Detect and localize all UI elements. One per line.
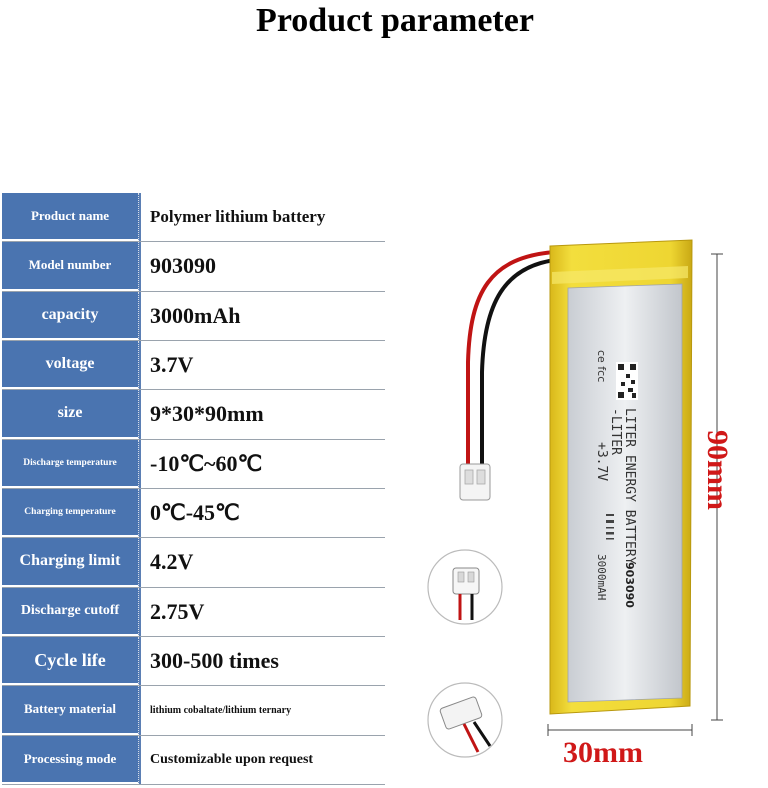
spec-value: 2.75V xyxy=(139,588,385,636)
page-title: Product parameter xyxy=(256,2,534,39)
spec-value: 300-500 times xyxy=(139,637,385,685)
spec-value: lithium cobaltate/lithium ternary xyxy=(139,686,385,734)
spec-label: Model number xyxy=(2,242,139,290)
spec-label: Discharge temperature xyxy=(2,440,139,488)
spec-label: Charging temperature xyxy=(2,489,139,537)
spec-label: voltage xyxy=(2,341,139,389)
qr-code xyxy=(616,362,638,400)
spec-value: Polymer lithium battery xyxy=(139,193,385,241)
spec-row-size xyxy=(2,390,385,439)
spec-value: 0℃-45℃ xyxy=(139,489,385,537)
spec-row-voltage xyxy=(2,341,385,390)
battery-illustration xyxy=(420,232,760,788)
wire-connector xyxy=(460,464,490,500)
label-model: 903090 xyxy=(623,562,636,608)
spec-value: Customizable upon request xyxy=(139,736,385,784)
spec-label: capacity xyxy=(2,292,139,340)
label-marks: ce fcc xyxy=(595,350,608,383)
spec-value: 3000mAh xyxy=(139,292,385,340)
spec-value: 3.7V xyxy=(139,341,385,389)
spec-label: size xyxy=(2,390,139,438)
label-brand-short: -LITER xyxy=(608,408,623,455)
spec-value: 903090 xyxy=(139,242,385,290)
spec-label: Processing mode xyxy=(2,736,139,784)
label-capacity: 3000mAH xyxy=(595,554,608,601)
spec-row-processing-mode xyxy=(2,736,385,785)
label-voltage: +3.7V xyxy=(594,442,609,482)
label-brand: LITER ENERGY BATTERY xyxy=(622,408,637,565)
width-dimension-label: 30mm xyxy=(563,736,643,769)
spec-value: -10℃~60℃ xyxy=(139,440,385,488)
spec-row-battery-material xyxy=(2,686,385,735)
spec-row-discharge-temperature xyxy=(2,440,385,489)
spec-row-cycle-life xyxy=(2,637,385,686)
spec-row-charging-limit xyxy=(2,538,385,587)
height-dimension-label: 90mm xyxy=(701,430,734,510)
spec-label: Cycle life xyxy=(2,637,139,685)
spec-value: 9*30*90mm xyxy=(139,390,385,438)
spec-label: Product name xyxy=(2,193,139,241)
spec-label: Discharge cutoff xyxy=(2,588,139,636)
spec-table xyxy=(2,193,385,785)
spec-row-charging-temperature xyxy=(2,489,385,538)
spec-row-discharge-cutoff xyxy=(2,588,385,637)
spec-label: Battery material xyxy=(2,686,139,734)
spec-value: 4.2V xyxy=(139,538,385,586)
spec-row-product-name xyxy=(2,193,385,242)
spec-label: Charging limit xyxy=(2,538,139,586)
spec-row-model-number xyxy=(2,242,385,291)
black-wire xyxy=(482,260,555,467)
spec-row-capacity xyxy=(2,292,385,341)
